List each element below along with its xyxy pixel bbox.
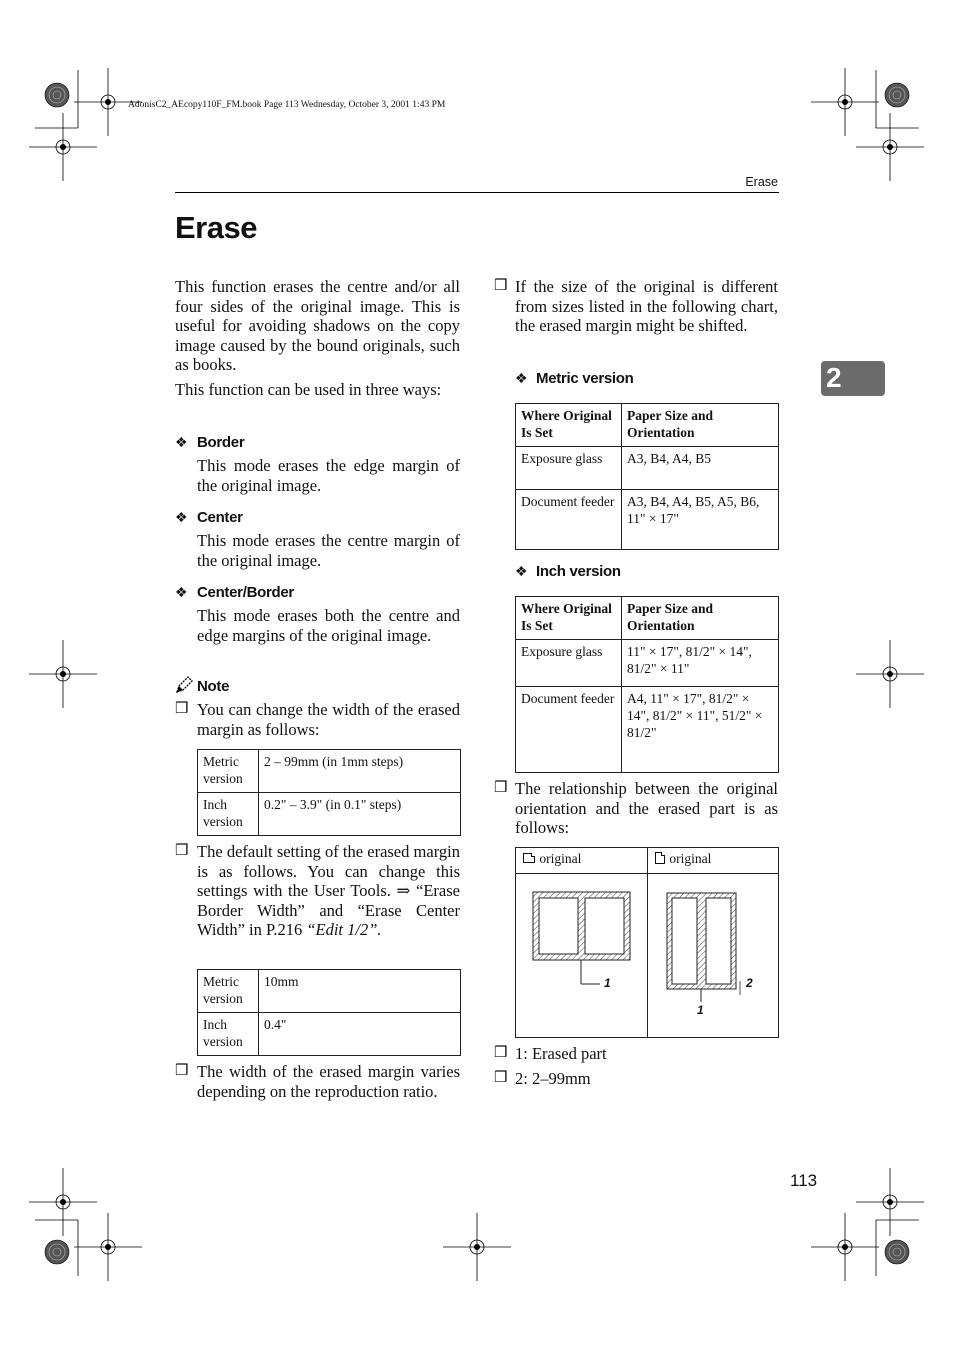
table-header-cell: Where Original Is Set (516, 597, 622, 640)
mode-center-border-text: This mode erases both the centre and edge margins of the original image. (197, 606, 460, 645)
note-item-3: The width of the erased margin varies depending on the reproduction ratio. (197, 1062, 460, 1101)
erase-diagram-svg (516, 874, 778, 1037)
table-cell: 11" × 17", 81/2" × 14", 81/2" × 11" (622, 640, 779, 687)
table-cell: Exposure glass (516, 640, 622, 687)
callout-1-right: 1 (697, 1003, 704, 1017)
landscape-original-icon (523, 853, 535, 863)
table-header-cell: Where Original Is Set (516, 404, 622, 447)
table-row (516, 687, 779, 773)
right-item-2: The relationship between the original orientation and the erased part is as follows: (515, 779, 778, 837)
intro-paragraph-2: This function can be used in three ways: (175, 380, 442, 399)
mode-center-title: Center (197, 509, 243, 526)
table-row (516, 490, 779, 550)
page-number: 113 (790, 1171, 818, 1190)
checkbox-bullet-icon: ❒ (494, 780, 508, 796)
table-cell: A3, B4, A4, B5, A5, B6, 11" × 17" (622, 490, 779, 550)
mode-border-text: This mode erases the edge margin of the original image. (197, 456, 460, 495)
table-header-cell: Paper Size and Orientation (622, 597, 779, 640)
table-cell: Inch version (198, 1013, 259, 1056)
table-row (198, 750, 461, 793)
inch-version-title: Inch version (536, 563, 621, 580)
checkbox-bullet-icon: ❒ (175, 843, 189, 859)
table-cell: Document feeder (516, 687, 622, 773)
pencil-icon (175, 676, 193, 694)
running-head: Erase (745, 175, 778, 189)
note-label: Note (197, 678, 230, 695)
metric-version-title: Metric version (536, 370, 634, 387)
diamond-bullet-icon: ❖ (515, 372, 528, 387)
header-rule (175, 192, 779, 193)
mode-center-text: This mode erases the centre margin of the original image. (197, 531, 460, 570)
right-item-1: If the size of the original is different from sizes listed in the following chart, the erased margin might be shifted. (515, 277, 778, 335)
table-row (516, 447, 779, 490)
diamond-bullet-icon: ❖ (515, 565, 528, 580)
diagram-left-header (522, 851, 581, 867)
note-item-1: You can change the width of the erased margin as follows: (197, 700, 460, 739)
checkbox-bullet-icon: ❒ (494, 278, 508, 294)
diamond-bullet-icon: ❖ (175, 511, 188, 526)
orientation-diagram (515, 847, 779, 1038)
table-cell: 0.4" (259, 1013, 461, 1056)
table-cell: Metric version (198, 970, 259, 1013)
checkbox-bullet-icon: ❒ (494, 1070, 508, 1086)
checkbox-bullet-icon: ❒ (175, 1063, 189, 1079)
portrait-original-icon (655, 852, 665, 864)
table-header-cell: Paper Size and Orientation (622, 404, 779, 447)
page-title: Erase (175, 210, 257, 245)
chapter-number: 2 (826, 362, 842, 393)
callout-2: 2 (746, 976, 753, 990)
intro-paragraph-1: This function erases the centre and/or all four sides of the original image. This is useful for avoiding shadows on the copy image caused by the bound originals, such as books. (175, 277, 460, 374)
table-cell: 0.2" – 3.9" (in 0.1" steps) (259, 793, 461, 836)
mode-center-border-title: Center/Border (197, 584, 294, 601)
table-cell: 2 – 99mm (in 1mm steps) (259, 750, 461, 793)
diagram-left-label: original (539, 851, 582, 866)
note-item-2 (197, 842, 460, 940)
table-cell: 10mm (259, 970, 461, 1013)
table-cell: Inch version (198, 793, 259, 836)
table-row (516, 640, 779, 687)
table-row (198, 970, 461, 1013)
file-info: AdonisC2_AEcopy110F_FM.book Page 113 Wednesday, October 3, 2001 1:43 PM (128, 100, 446, 110)
table-row (516, 404, 779, 447)
table-row (516, 597, 779, 640)
table-cell: Document feeder (516, 490, 622, 550)
margin-range-table (197, 749, 461, 836)
inch-size-table (515, 596, 779, 773)
callout-1-left: 1 (604, 976, 611, 990)
default-margin-table (197, 969, 461, 1056)
diagram-right-header (654, 851, 711, 867)
metric-size-table (515, 403, 779, 550)
table-row (198, 793, 461, 836)
diagram-right-label: original (669, 851, 712, 866)
checkbox-bullet-icon: ❒ (175, 701, 189, 717)
diamond-bullet-icon: ❖ (175, 586, 188, 601)
checkbox-bullet-icon: ❒ (494, 1045, 508, 1061)
chapter-tab (821, 361, 885, 396)
table-cell: Exposure glass (516, 447, 622, 490)
table-cell: Metric version (198, 750, 259, 793)
mode-border-title: Border (197, 434, 245, 451)
table-row (198, 1013, 461, 1056)
legend-item-1: 1: Erased part (515, 1044, 607, 1063)
diamond-bullet-icon: ❖ (175, 436, 188, 451)
table-cell: A4, 11" × 17", 81/2" × 14", 81/2" × 11", 51/2" × 81/2" (622, 687, 779, 773)
legend-item-2: 2: 2–99mm (515, 1069, 591, 1088)
table-cell: A3, B4, A4, B5 (622, 447, 779, 490)
note-item-2-text: The default setting of the erased margin is as follows. You can change this settings with the User Tools. ⇒ “Erase Border Width” and “Erase Center Width” in P.216 (197, 842, 460, 939)
cross-reference[interactable]: “Edit 1/2”. (306, 920, 382, 939)
